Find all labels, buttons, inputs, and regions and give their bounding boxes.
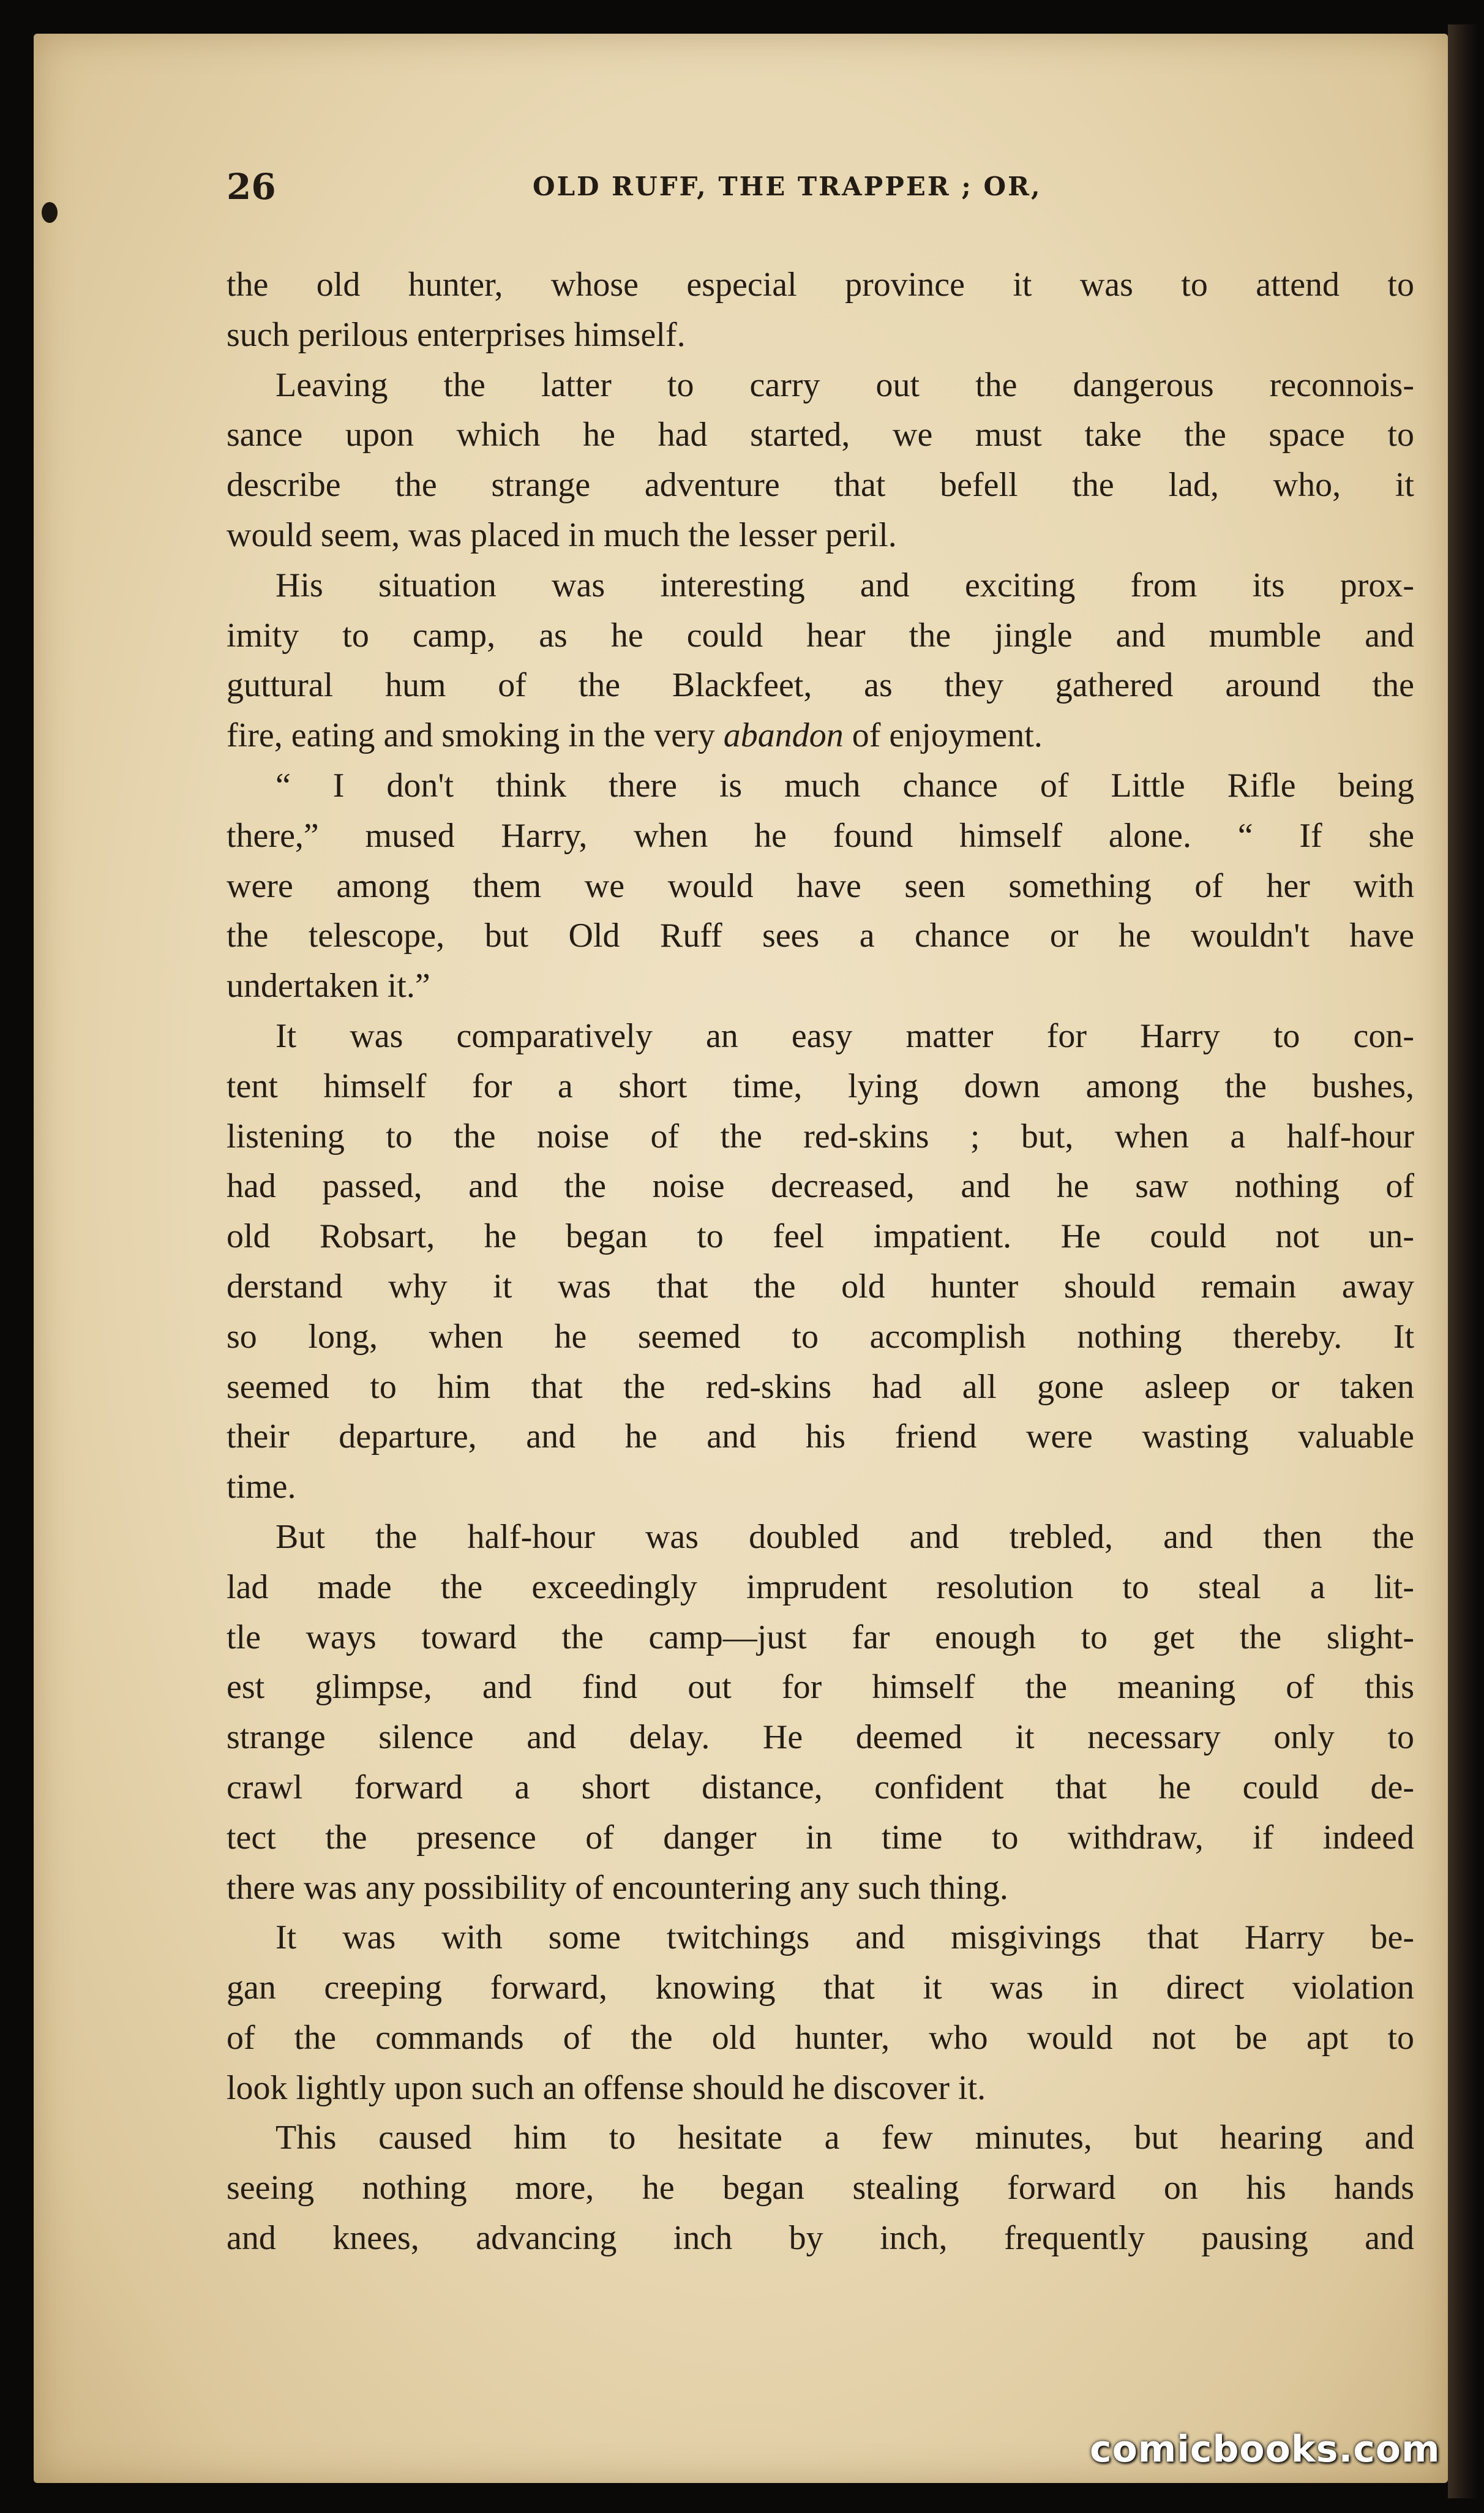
text-line: lad made the exceedingly imprudent resolution to steal a lit- — [227, 1568, 1414, 1606]
text-line: “ I don't think there is much chance of Little Rifle being — [275, 766, 1414, 805]
text-line: their departure, and he and his friend were wasting valuable — [227, 1418, 1414, 1456]
text-line: listening to the noise of the red-skins ; but, when a half-hour — [227, 1117, 1414, 1155]
text-line: time. — [227, 1468, 296, 1506]
text-line — [227, 711, 1414, 761]
ink-blot — [42, 202, 58, 223]
text-line: guttural hum of the Blackfeet, as they gathered around the — [227, 666, 1414, 705]
text-line: It was with some twitchings and misgivings that Harry be- — [275, 1918, 1414, 1957]
body-text — [227, 260, 1414, 2264]
text-line: gan creeping forward, knowing that it was in direct violation — [227, 1969, 1414, 2007]
text-line: describe the strange adventure that befell the lad, who, it — [227, 466, 1414, 505]
text-line: the telescope, but Old Ruff sees a chance or he wouldn't have — [227, 917, 1414, 955]
text-segment: of enjoyment. — [852, 716, 1043, 755]
text-line: and knees, advancing inch by inch, frequently pausing and — [227, 2219, 1414, 2258]
text-line: But the half-hour was doubled and trebled, and then the — [275, 1517, 1414, 1556]
text-line: est glimpse, and find out for himself the meaning of this — [227, 1668, 1414, 1707]
text-line: look lightly upon such an offense should he discover it. — [227, 2068, 986, 2107]
text-line: seemed to him that the red-skins had all gone asleep or taken — [227, 1367, 1414, 1406]
text-line: were among them we would have seen something of her with — [227, 866, 1414, 905]
italic-word: abandon — [723, 716, 844, 755]
page-header — [227, 162, 1139, 211]
text-line: strange silence and delay. He deemed it necessary only to — [227, 1718, 1414, 1757]
text-line: It was comparatively an easy matter for Harry to con- — [275, 1016, 1414, 1055]
text-line: tent himself for a short time, lying down among the bushes, — [227, 1067, 1414, 1105]
text-line: Leaving the latter to carry out the dangerous reconnois- — [275, 366, 1414, 404]
text-line: of the commands of the old hunter, who would not be apt to — [227, 2018, 1414, 2057]
watermark: comicbooks.com — [1090, 2428, 1441, 2471]
text-line: old Robsart, he began to feel impatient. He could not un- — [227, 1217, 1414, 1256]
text-line: tle ways toward the camp—just far enough to get the slight- — [227, 1618, 1414, 1656]
book-binding-shadow — [1448, 24, 1478, 2498]
text-line: seeing nothing more, he began stealing forward on his hands — [227, 2169, 1414, 2207]
text-line: the old hunter, whose especial province it was to attend to — [227, 266, 1414, 304]
text-line: tect the presence of danger in time to withdraw, if indeed — [227, 1818, 1414, 1857]
text-line: This caused him to hesitate a few minutes, but hearing and — [275, 2119, 1414, 2157]
text-line: there,” mused Harry, when he found himself alone. “ If she — [227, 816, 1414, 855]
text-segment: fire, eating and smoking in the very — [227, 716, 715, 755]
text-line: undertaken it.” — [227, 967, 430, 1005]
text-line: imity to camp, as he could hear the jingle and mumble and — [227, 616, 1414, 655]
page-number: 26 — [227, 166, 276, 208]
text-line: crawl forward a short distance, confident that he could de- — [227, 1768, 1414, 1806]
text-line: His situation was interesting and exciting from its prox- — [275, 566, 1414, 604]
text-line: there was any possibility of encountering any such thing. — [227, 1868, 1008, 1907]
text-line: would seem, was placed in much the lesser peril. — [227, 516, 897, 554]
text-line: sance upon which he had started, we must take the space to — [227, 416, 1414, 454]
text-line: such perilous enterprises himself. — [227, 315, 686, 354]
running-head: OLD RUFF, THE TRAPPER ; OR, — [533, 171, 1042, 201]
text-line: derstand why it was that the old hunter should remain away — [227, 1267, 1414, 1305]
text-line: so long, when he seemed to accomplish nothing thereby. It — [227, 1317, 1414, 1356]
text-line: had passed, and the noise decreased, and he saw nothing of — [227, 1167, 1414, 1206]
